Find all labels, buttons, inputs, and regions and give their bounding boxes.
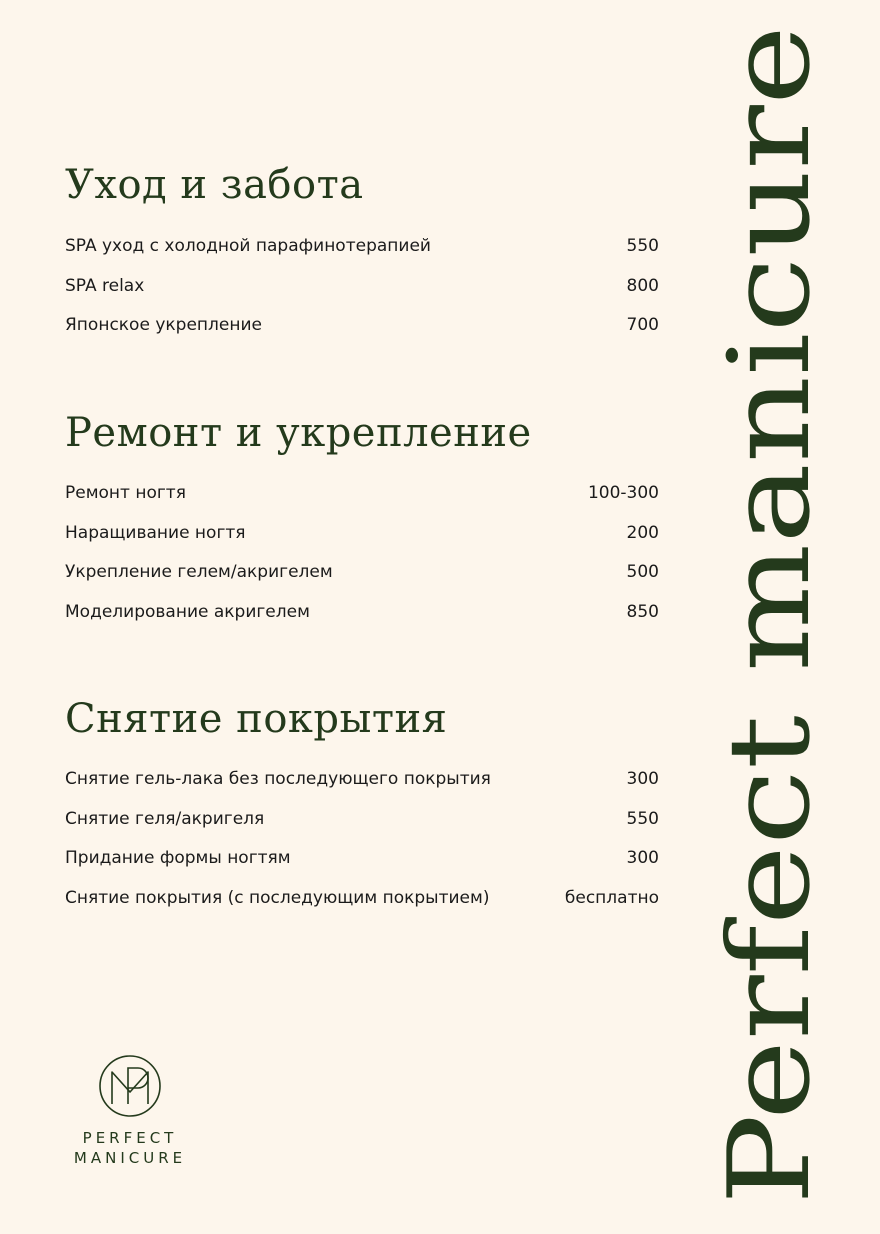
vertical-brand-title-text: Perfect manicure [705,228,835,1205]
service-price: 200 [626,522,659,543]
service-price: 100-300 [587,483,659,503]
section-title-care: Уход и забота [65,162,364,208]
brand-logo [60,1054,200,1168]
service-name: Наращивание ногтя [65,522,246,543]
price-list-care [65,236,659,355]
service-name: Снятие покрытия (с последующим покрытием) [65,887,490,908]
section-title-removal: Снятие покрытия [65,696,448,742]
list-item [65,888,659,928]
service-price: 800 [626,275,659,296]
list-item [65,523,659,563]
service-price: 550 [626,808,659,829]
list-item [65,562,659,602]
service-name: Укрепление гелем/акригелем [65,562,333,582]
vertical-brand-title [705,0,835,1234]
service-price: бесплатно [564,887,659,908]
price-list-removal [65,769,659,927]
service-name: Моделирование акригелем [65,601,310,622]
list-item [65,236,659,276]
logo-line-1: PERFECT [82,1129,178,1147]
list-item [65,276,659,316]
service-price: 550 [626,236,659,256]
logo-line-2: MANICURE [73,1149,187,1167]
service-name: SPA уход с холодной парафинотерапией [65,236,431,256]
service-name: Снятие геля/акригеля [65,808,265,829]
list-item [65,602,659,642]
service-price: 850 [626,601,659,622]
price-list-repair [65,483,659,641]
service-name: Придание формы ногтям [65,848,291,868]
list-item [65,848,659,888]
list-item [65,809,659,849]
service-name: SPA relax [65,275,145,296]
service-price: 500 [626,562,659,582]
list-item [65,483,659,523]
service-name: Снятие гель-лака без последующего покрытия [65,769,491,789]
pm-monogram-icon [98,1054,162,1118]
list-item [65,769,659,809]
service-name: Японское укрепление [65,315,262,335]
service-price: 300 [626,848,659,868]
service-price: 300 [626,769,659,789]
section-title-repair: Ремонт и укрепление [65,410,532,456]
list-item [65,315,659,355]
service-price: 700 [626,315,659,335]
service-name: Ремонт ногтя [65,483,186,503]
